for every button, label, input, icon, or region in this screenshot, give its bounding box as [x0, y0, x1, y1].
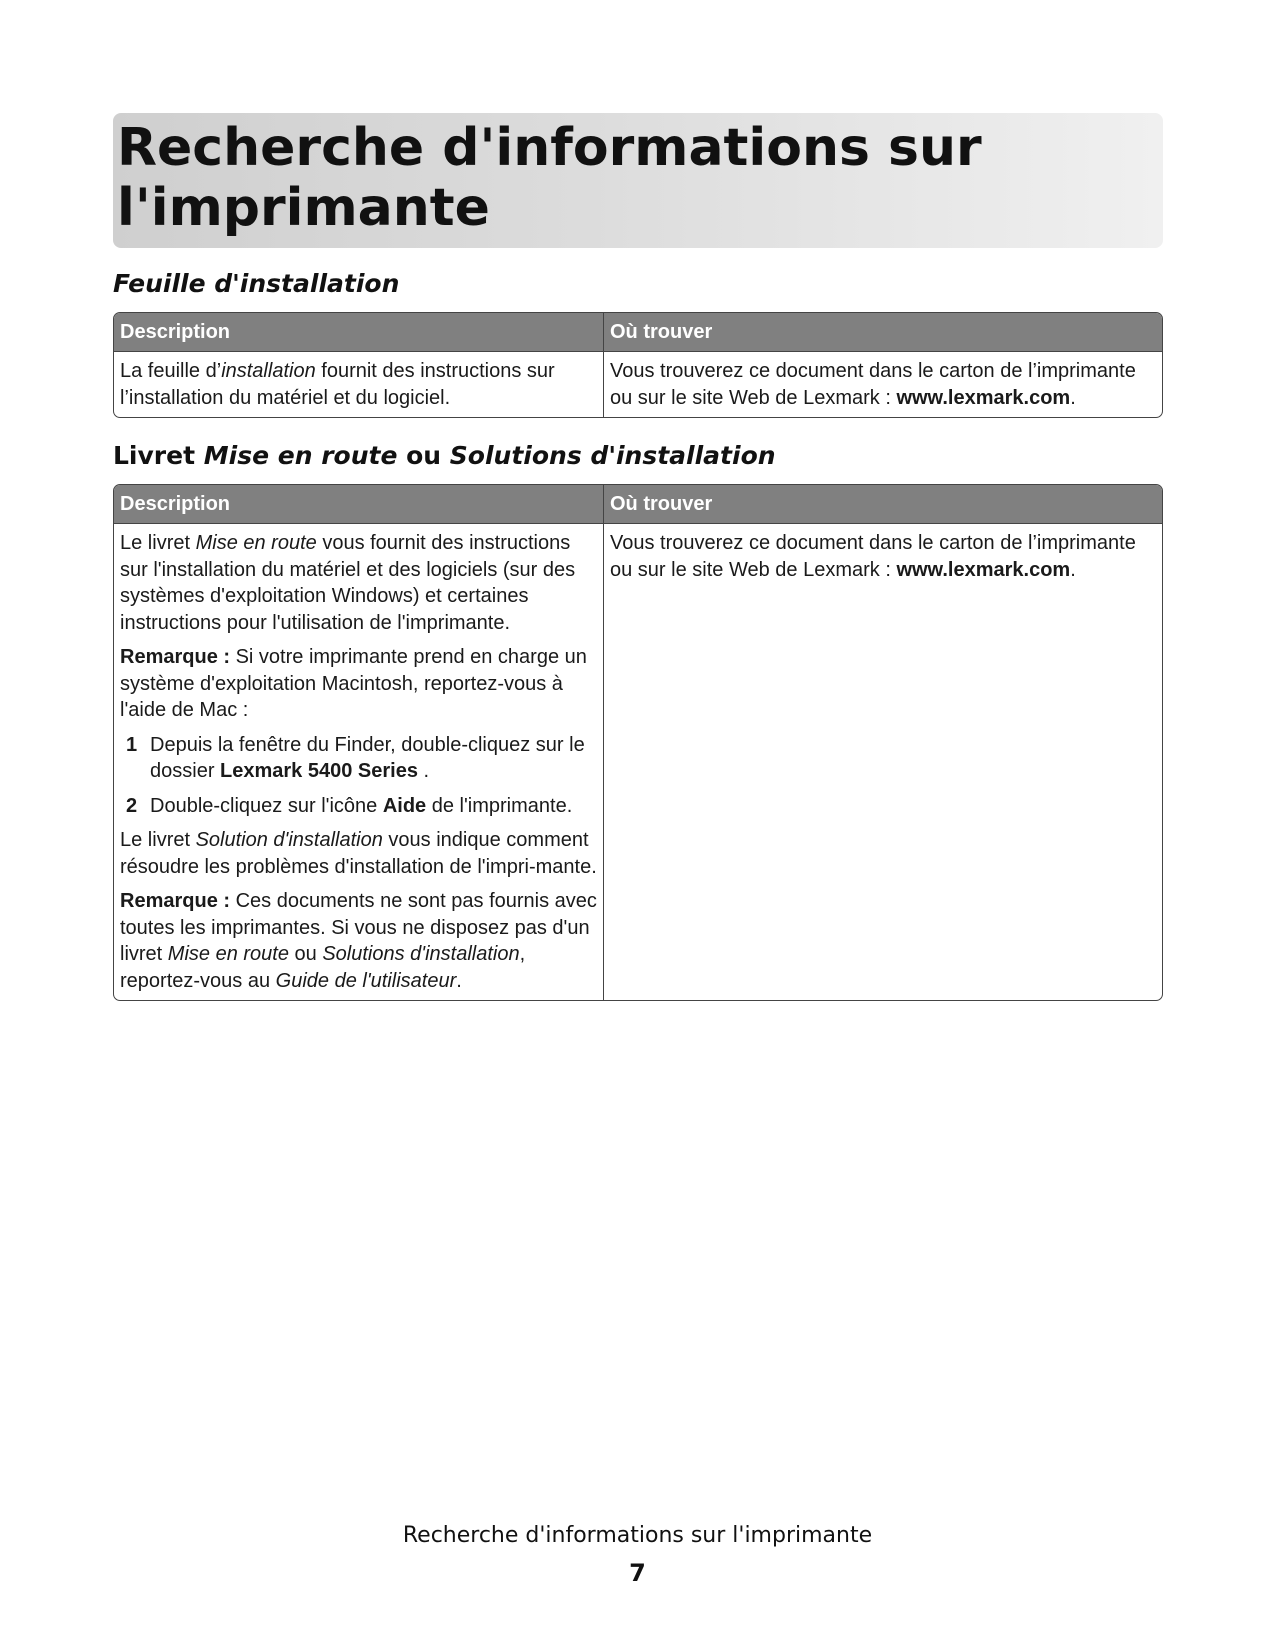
table-row [114, 352, 1162, 417]
installation-sheet-table [113, 312, 1163, 418]
note-paragraph [120, 644, 597, 724]
note-paragraph [120, 888, 597, 994]
page-title: Recherche d'informations sur l'imprimante [117, 118, 982, 238]
text-run-italic: Solution d'installation [195, 829, 383, 851]
text-run-italic: Solutions d'installation [322, 943, 520, 965]
table-header-row [114, 313, 1162, 352]
description-paragraph [120, 827, 597, 880]
text-run: fournit des instructions sur l’installation du matériel et du logiciel. [120, 360, 555, 409]
text-run: de l'imprimante. [426, 794, 573, 817]
column-header-where: Où trouver [610, 321, 713, 343]
text-run-italic: Guide de l'utilisateur [275, 969, 457, 992]
text-run-italic: Mise en route [167, 943, 289, 965]
description-text [120, 358, 597, 411]
step-item [120, 793, 597, 820]
where-text [610, 530, 1156, 583]
text-run: . [1070, 558, 1076, 581]
where-cell [604, 352, 1162, 417]
text-run-italic: Mise en route [195, 532, 317, 554]
column-header-where: Où trouver [610, 493, 713, 515]
heading-text-italic: Mise en route [203, 441, 398, 470]
description-paragraph [120, 530, 597, 636]
column-header-description: Description [114, 313, 604, 351]
where-cell [604, 524, 1162, 1000]
where-text [610, 358, 1156, 411]
booklet-table [113, 484, 1163, 1001]
section-heading-text: Feuille d'installation [113, 269, 400, 298]
text-run: , reportez-vous au [120, 943, 526, 992]
description-cell [114, 352, 604, 417]
text-run: Le livret [120, 829, 196, 851]
text-run: vous fournit des instructions sur l'installation du matériel et des logiciels (sur des systèmes d'exploitation Windows) et certaines instructions pour l'utilisation de l'imprimante. [120, 532, 576, 634]
section-heading-booklet [113, 440, 776, 472]
text-run: . [1070, 386, 1076, 409]
step-number: 1 [126, 733, 138, 756]
text-run: Ces documents ne sont pas fournis avec toutes les imprimantes. Si vous ne disposez pas d'un livret [120, 890, 597, 965]
text-run: . [417, 760, 430, 782]
text-run: Depuis la fenêtre du Finder, double-cliquez sur le dossier [150, 733, 585, 782]
text-run: Le livret [120, 532, 196, 554]
text-run: Vous trouverez ce document dans le carton de l’imprimante ou sur le site Web de Lexmark : [610, 532, 1136, 581]
lexmark-url: www.lexmark.com [896, 558, 1071, 581]
lexmark-url: www.lexmark.com [896, 386, 1071, 409]
text-run: Si votre imprimante prend en charge un système d'exploitation Macintosh, reportez-vous à l'aide de Mac : [120, 646, 587, 721]
table-row [114, 524, 1162, 1000]
note-label: Remarque : [120, 890, 231, 912]
text-run: ou [288, 943, 323, 965]
heading-text-run: ou [397, 441, 450, 470]
description-cell [114, 524, 604, 1000]
heading-text-italic: Solutions d'installation [449, 441, 776, 470]
icon-name: Aide [382, 794, 427, 817]
text-run: Double-cliquez sur l'icône [150, 794, 383, 817]
text-run: . [456, 969, 462, 992]
column-header-description: Description [114, 485, 604, 523]
folder-name: Lexmark 5400 Series [220, 760, 418, 782]
heading-text-run: Livret [113, 441, 204, 470]
step-text [150, 732, 597, 785]
section-heading-installation-sheet [113, 268, 399, 300]
footer-title: Recherche d'informations sur l'imprimante [402, 1523, 873, 1548]
text-run-italic: installation [221, 360, 316, 382]
note-label: Remarque : [120, 646, 231, 668]
page-number: 7 [629, 1559, 646, 1587]
step-number: 2 [126, 794, 138, 817]
step-text [150, 793, 597, 820]
table-header-row [114, 485, 1162, 524]
step-item [120, 732, 597, 785]
text-run: La feuille d’ [120, 360, 222, 382]
text-run: vous indique comment résoudre les problèmes d'installation de l'impri-mante. [120, 829, 597, 878]
text-run: Vous trouverez ce document dans le carton de l’imprimante ou sur le site Web de Lexmark : [610, 360, 1136, 409]
